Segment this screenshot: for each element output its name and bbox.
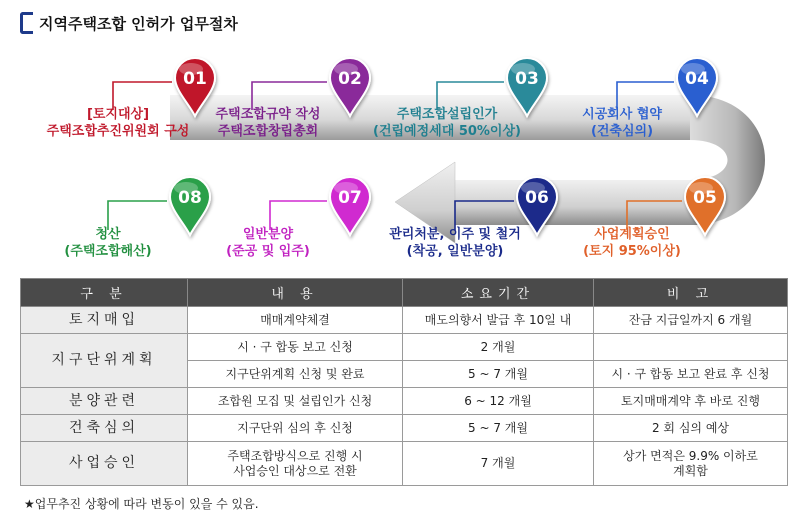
step-label-08	[18, 226, 198, 260]
step-number-07: 07	[338, 188, 362, 208]
step-label-line: (주택조합해산)	[64, 244, 152, 259]
step-number-03: 03	[515, 69, 539, 89]
step-label-line: (준공 및 입주)	[226, 244, 310, 259]
step-label-line: 주택조합규약 작성	[215, 107, 321, 122]
cell-period: 매도의향서 발급 후 10일 내	[403, 307, 594, 334]
header-category: 구 분	[21, 279, 188, 307]
star-icon: ★	[24, 497, 35, 511]
step-label-line: 시공회사 협약	[582, 107, 662, 122]
table-row	[21, 442, 788, 486]
footnote-text: 업무추진 상황에 따라 변동이 있을 수 있음.	[34, 497, 259, 511]
cell-period: 6 ~ 12 개월	[403, 388, 594, 415]
cell-period: 5 ~ 7 개월	[403, 361, 594, 388]
cell-note: 토지매매계약 후 바로 진행	[594, 388, 788, 415]
step-number-05: 05	[693, 188, 717, 208]
step-number-01: 01	[183, 69, 207, 89]
page-title	[20, 10, 238, 36]
header-note: 비 고	[594, 279, 788, 307]
step-label-line: (건립예정세대 50%이상)	[373, 124, 521, 139]
cell-content: 지구단위계획 신청 및 완료	[188, 361, 403, 388]
step-label-line: [토지대상]	[86, 107, 150, 122]
step-label-line: 주택조합추진위원회 구성	[46, 124, 190, 139]
step-label-06	[365, 226, 545, 260]
table-row	[21, 388, 788, 415]
step-label-line: 관리처분, 이주 및 철거	[389, 227, 521, 242]
cell-content: 주택조합방식으로 진행 시 사업승인 대상으로 전환	[188, 442, 403, 486]
step-number-04: 04	[685, 69, 709, 89]
schedule-table	[20, 278, 788, 486]
step-label-line: 주택조합창립총회	[217, 124, 319, 139]
step-number-02: 02	[338, 69, 362, 89]
cell-note: 2 회 심의 예상	[594, 415, 788, 442]
cell-content: 지구단위 심의 후 신청	[188, 415, 403, 442]
table-row	[21, 307, 788, 334]
header-content: 내 용	[188, 279, 403, 307]
footnote	[24, 495, 259, 512]
step-number-06: 06	[525, 188, 549, 208]
cell-category: 토지매입	[21, 307, 188, 334]
step-label-line: 사업계획승인	[594, 227, 670, 242]
title-text: 지역주택조합 인허가 업무절차	[39, 14, 238, 33]
cell-content: 조합원 모집 및 설립인가 신청	[188, 388, 403, 415]
cell-period: 2 개월	[403, 334, 594, 361]
step-label-03	[357, 106, 537, 140]
step-label-04	[532, 106, 712, 140]
table-header-row	[21, 279, 788, 307]
table-row	[21, 334, 788, 361]
cell-period: 5 ~ 7 개월	[403, 415, 594, 442]
bottom-band	[450, 180, 700, 225]
table-row	[21, 415, 788, 442]
step-label-line: (착공, 일반분양)	[406, 244, 504, 259]
step-label-07	[178, 226, 358, 260]
step-label-line: (건축심의)	[590, 124, 654, 139]
step-label-05	[542, 226, 722, 260]
cell-category: 분양관련	[21, 388, 188, 415]
cell-note	[594, 334, 788, 361]
cell-content: 시 · 구 합동 보고 신청	[188, 334, 403, 361]
cell-content: 매매계약체결	[188, 307, 403, 334]
step-label-line: 일반분양	[242, 227, 294, 242]
step-label-line: 청산	[95, 227, 121, 242]
cell-note: 상가 면적은 9.9% 이하로 계획함	[594, 442, 788, 486]
title-bracket-icon	[20, 12, 33, 34]
cell-category: 사업승인	[21, 442, 188, 486]
cell-category: 건축심의	[21, 415, 188, 442]
header-period: 소요기간	[403, 279, 594, 307]
cell-note: 잔금 지급일까지 6 개월	[594, 307, 788, 334]
step-label-line: (토지 95%이상)	[583, 244, 681, 259]
step-number-08: 08	[178, 188, 202, 208]
step-label-02	[178, 106, 358, 140]
cell-period: 7 개월	[403, 442, 594, 486]
cell-category: 지구단위계획	[21, 334, 188, 388]
step-label-line: 주택조합설립인가	[396, 107, 498, 122]
cell-note: 시 · 구 합동 보고 완료 후 신청	[594, 361, 788, 388]
